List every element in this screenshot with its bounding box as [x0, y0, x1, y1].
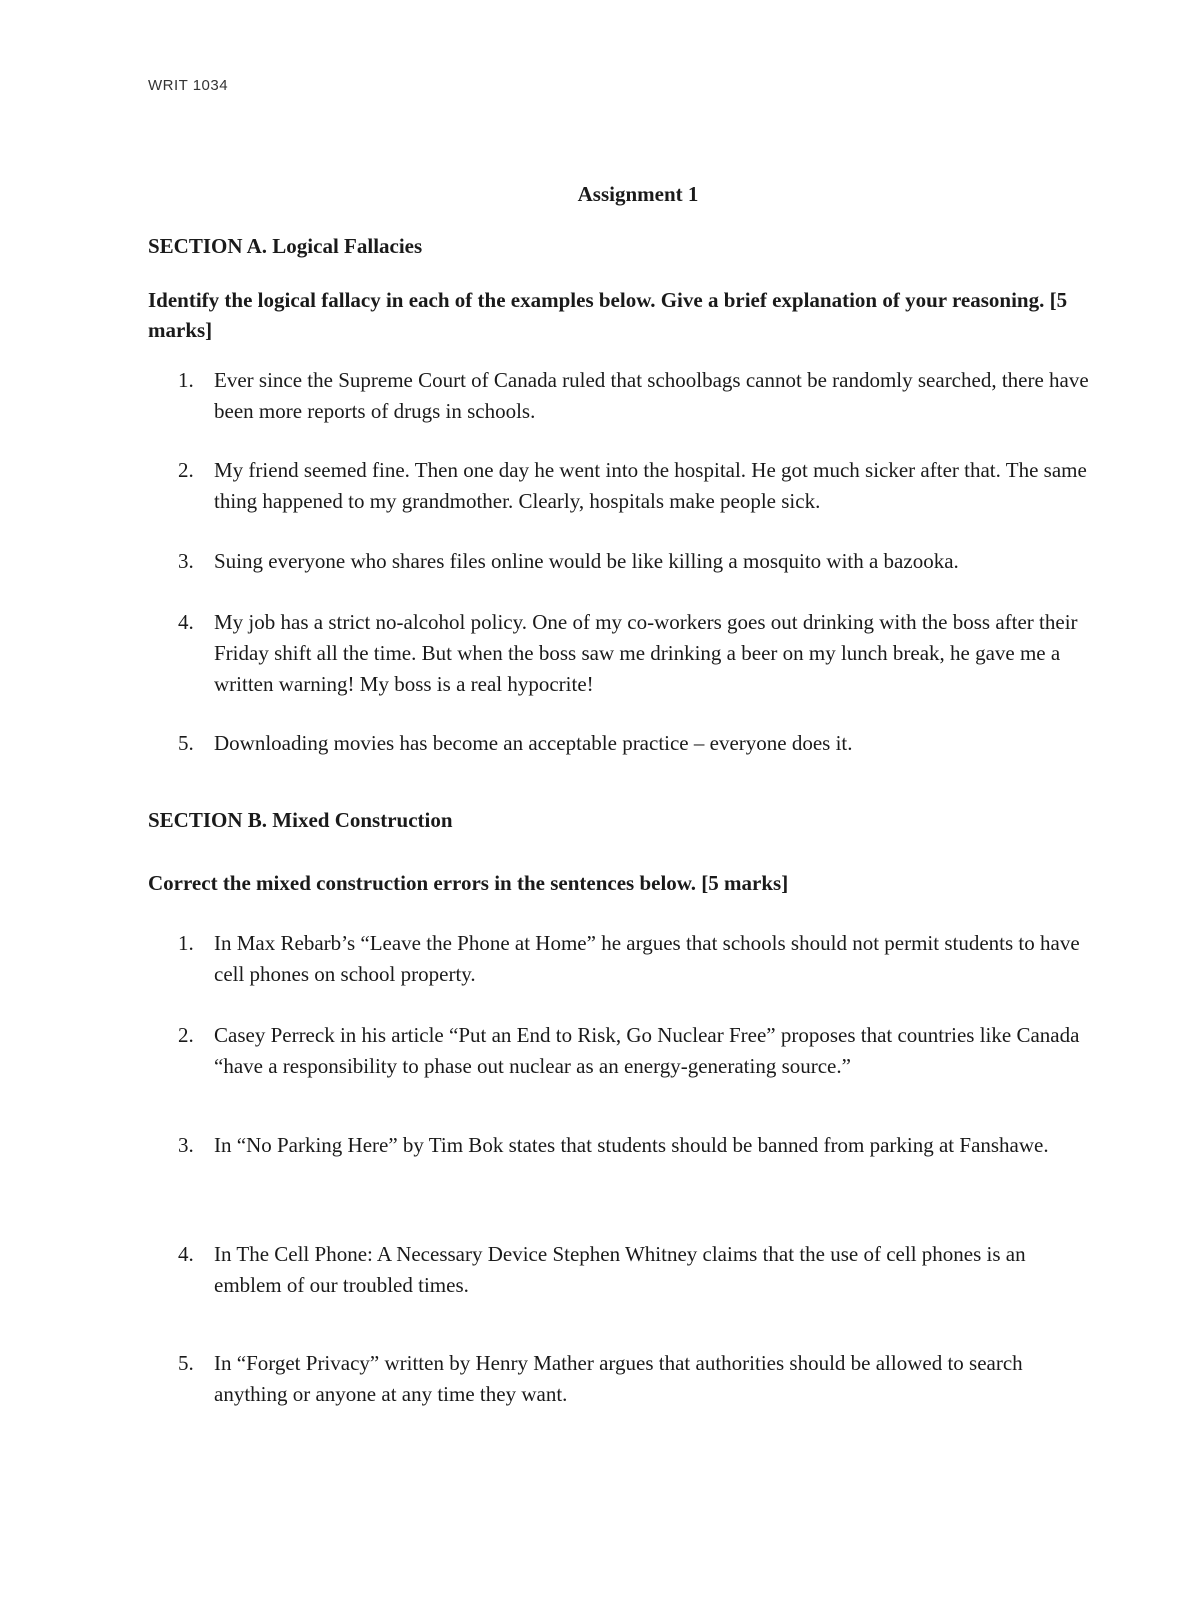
section-a-heading: SECTION A. Logical Fallacies: [148, 234, 423, 258]
section-a-item-1: [178, 365, 1098, 427]
item-number: 4.: [178, 610, 194, 634]
item-text: In The Cell Phone: A Necessary Device Stephen Whitney claims that the use of cell phones is an emblem of our troubled times.: [214, 1242, 1026, 1297]
item-number: 3.: [178, 549, 194, 573]
section-a-instruction: Identify the logical fallacy in each of the examples below. Give a brief explanation of your reasoning. [5 marks]: [148, 288, 1068, 342]
item-number: 5.: [178, 731, 194, 755]
section-b-item-4: [178, 1239, 1098, 1301]
section-b-item-3: [178, 1130, 1098, 1161]
section-b-item-1: [178, 928, 1098, 990]
section-b-item-5: [178, 1348, 1098, 1410]
item-number: 5.: [178, 1351, 194, 1375]
item-text: In “No Parking Here” by Tim Bok states that students should be banned from parking at Fanshawe.: [214, 1133, 1049, 1157]
item-text: Casey Perreck in his article “Put an End to Risk, Go Nuclear Free” proposes that countries like Canada “have a responsibility to phase out nuclear as an energy-generating source.”: [214, 1023, 1080, 1078]
item-number: 1.: [178, 368, 194, 392]
section-a-item-3: [178, 546, 1098, 577]
item-text: Ever since the Supreme Court of Canada ruled that schoolbags cannot be randomly searched, there have been more reports of drugs in schools.: [214, 368, 1089, 423]
section-a-item-4: [178, 607, 1098, 700]
item-number: 3.: [178, 1133, 194, 1157]
section-a-item-2: [178, 455, 1098, 517]
item-text: In Max Rebarb’s “Leave the Phone at Home” he argues that schools should not permit students to have cell phones on school property.: [214, 931, 1080, 986]
section-b-item-2: [178, 1020, 1098, 1082]
item-text: My friend seemed fine. Then one day he went into the hospital. He got much sicker after that. The same thing happened to my grandmother. Clearly, hospitals make people sick.: [214, 458, 1087, 513]
page-title: Assignment 1: [577, 182, 699, 206]
item-number: 4.: [178, 1242, 194, 1266]
course-code: WRIT 1034: [148, 77, 229, 94]
item-text: Downloading movies has become an acceptable practice – everyone does it.: [214, 731, 853, 755]
section-a-item-5: [178, 728, 1098, 759]
item-text: In “Forget Privacy” written by Henry Mather argues that authorities should be allowed to search anything or anyone at any time they want.: [214, 1351, 1023, 1406]
item-text: My job has a strict no-alcohol policy. One of my co-workers goes out drinking with the boss after their Friday shift all the time. But when the boss saw me drinking a beer on my lunch break, he gave me a written warning! My boss is a real hypocrite!: [214, 610, 1078, 696]
item-number: 2.: [178, 1023, 194, 1047]
section-b-instruction: Correct the mixed construction errors in the sentences below. [5 marks]: [148, 871, 789, 895]
section-b-heading: SECTION B. Mixed Construction: [148, 808, 453, 832]
item-text: Suing everyone who shares files online would be like killing a mosquito with a bazooka.: [214, 549, 959, 573]
item-number: 1.: [178, 931, 194, 955]
item-number: 2.: [178, 458, 194, 482]
